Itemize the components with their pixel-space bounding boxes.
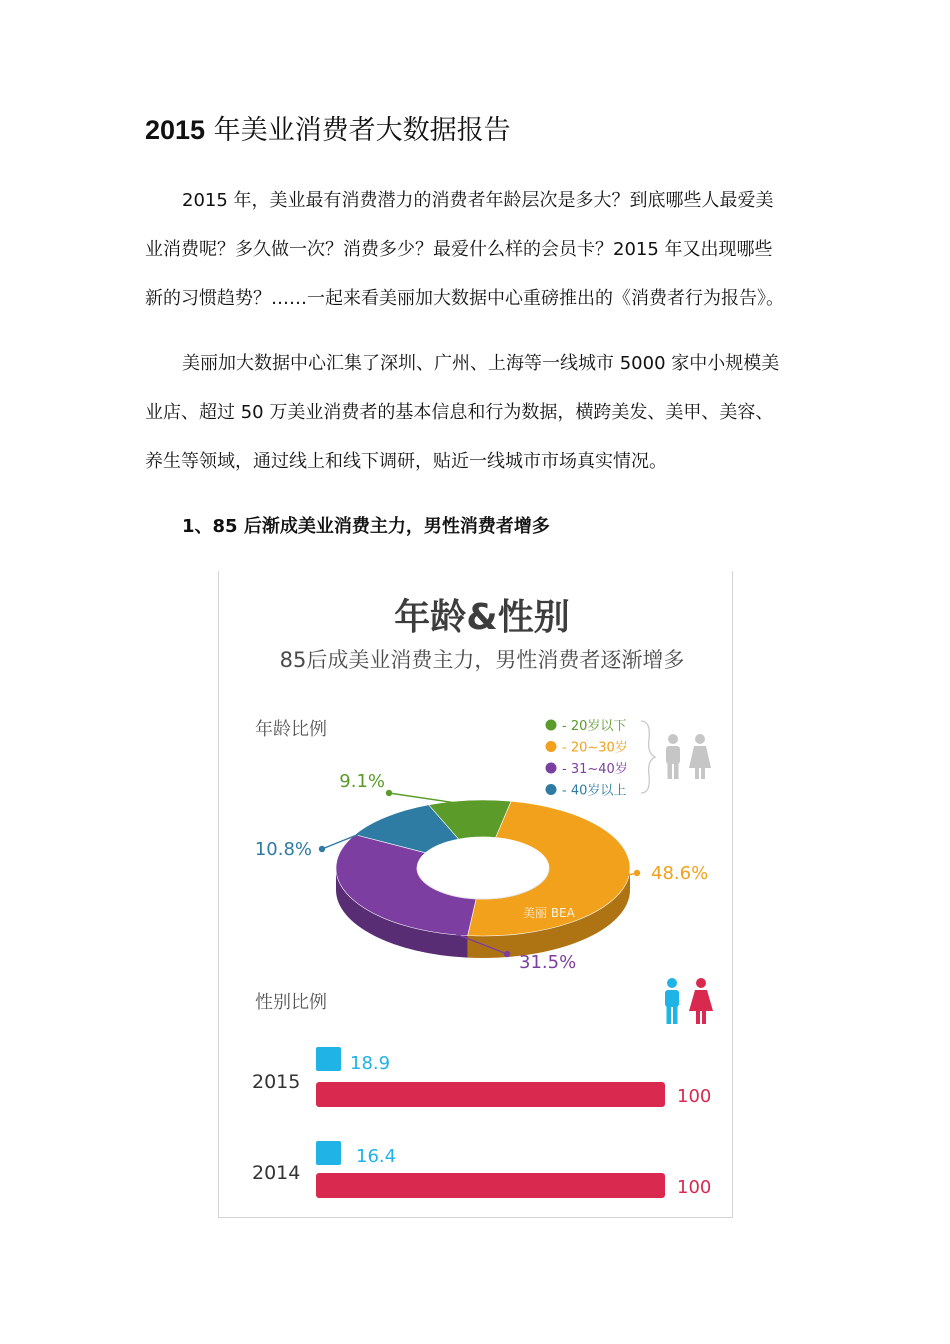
infographic-canvas bbox=[219, 571, 734, 1218]
title-year: 2015 bbox=[145, 115, 206, 145]
callout-dot bbox=[634, 870, 640, 876]
male-icon bbox=[665, 978, 679, 1024]
legend-bracket bbox=[641, 721, 655, 793]
document-title bbox=[145, 108, 511, 147]
legend-label: - 20~30岁 bbox=[562, 740, 628, 756]
infographic-title: 年龄&性别 bbox=[394, 597, 570, 638]
female-bar-value-label: 100 bbox=[677, 1177, 712, 1198]
title-text: 年美业消费者大数据报告 bbox=[205, 115, 511, 146]
section-heading: 1、85 后渐成美业消费主力，男性消费者增多 bbox=[182, 516, 550, 537]
paragraph-line: 养生等领域，通过线上和线下调研，贴近一线城市市场真实情况。 bbox=[145, 451, 667, 472]
legend-swatch bbox=[546, 720, 557, 731]
callout-dot bbox=[386, 790, 392, 796]
callout-dot bbox=[504, 951, 510, 957]
legend-swatch bbox=[546, 784, 557, 795]
legend-label: - 31~40岁 bbox=[562, 762, 628, 777]
bar-category-label: 2015 bbox=[252, 1071, 301, 1093]
legend-swatch bbox=[546, 741, 557, 752]
age-legend bbox=[546, 718, 712, 799]
paragraph-line: 新的习惯趋势？……一起来看美丽加大数据中心重磅推出的《消费者行为报告》。 bbox=[145, 288, 784, 309]
female-bar bbox=[316, 1173, 665, 1198]
male-bar-value-label: 18.9 bbox=[350, 1053, 391, 1074]
female-grey-icon bbox=[689, 734, 711, 779]
bar-category-label: 2014 bbox=[252, 1162, 301, 1184]
paragraph-intro bbox=[145, 176, 815, 323]
slice-value-label: 48.6% bbox=[651, 863, 709, 884]
gender-bar-chart bbox=[252, 1047, 711, 1198]
age-donut-chart bbox=[255, 771, 708, 973]
paragraph-data-source bbox=[145, 339, 815, 486]
female-icon bbox=[689, 978, 713, 1024]
slice-value-label: 10.8% bbox=[254, 839, 312, 860]
callout-line bbox=[389, 793, 470, 805]
paragraph-line: 业店、超过 50 万美业消费者的基本信息和行为数据，横跨美发、美甲、美容、 bbox=[145, 402, 774, 423]
male-bar bbox=[316, 1141, 341, 1165]
male-grey-icon bbox=[666, 734, 680, 779]
infographic-subtitle: 85后成美业消费主力，男性消费者逐渐增多 bbox=[279, 648, 685, 672]
person-icons bbox=[665, 978, 713, 1024]
slice-value-label: 31.5% bbox=[519, 952, 577, 973]
slice-value-label: 9.1% bbox=[339, 771, 385, 792]
paragraph-line: 业消费呢？多久做一次？消费多少？最爱什么样的会员卡？2015 年又出现哪些 bbox=[145, 239, 773, 260]
male-bar bbox=[316, 1047, 341, 1071]
gender-ratio-label: 性别比例 bbox=[255, 992, 327, 1013]
legend-label: - 40岁以上 bbox=[562, 783, 627, 799]
male-bar-value-label: 16.4 bbox=[356, 1146, 397, 1167]
female-bar-value-label: 100 bbox=[677, 1086, 712, 1107]
female-bar bbox=[316, 1082, 665, 1107]
legend-label: - 20岁以下 bbox=[562, 719, 627, 734]
age-ratio-label: 年龄比例 bbox=[255, 719, 327, 740]
paragraph-line: 2015 年，美业最有消费潜力的消费者年龄层次是多大？到底哪些人最爱美 bbox=[182, 190, 774, 211]
paragraph-line: 美丽加大数据中心汇集了深圳、广州、上海等一线城市 5000 家中小规模美 bbox=[182, 353, 780, 374]
callout-dot bbox=[319, 846, 325, 852]
legend-swatch bbox=[546, 763, 557, 774]
chart-watermark: 美丽 BEA bbox=[523, 906, 575, 920]
infographic-figure bbox=[218, 571, 733, 1218]
